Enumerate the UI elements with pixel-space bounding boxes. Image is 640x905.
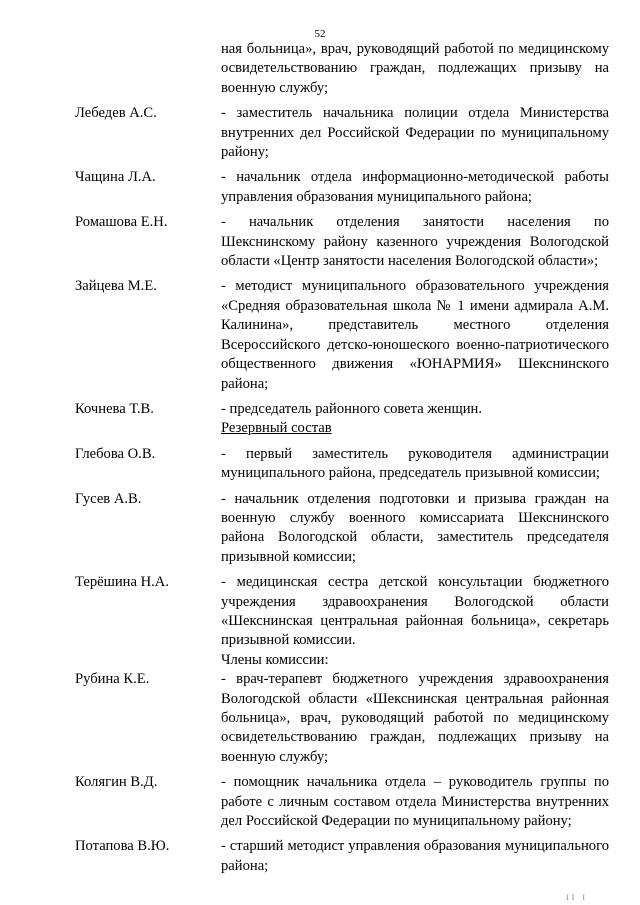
member-row bbox=[0, 104, 640, 162]
member-row bbox=[0, 40, 640, 98]
member-row bbox=[0, 670, 640, 767]
commission-members-list bbox=[0, 670, 640, 876]
member-name: Глебова О.В. bbox=[75, 445, 156, 462]
member-row bbox=[0, 445, 640, 484]
reserve-members-list bbox=[0, 445, 640, 651]
member-name: Зайцева М.Е. bbox=[75, 278, 157, 295]
member-name: Рубина К.Е. bbox=[75, 671, 150, 688]
member-row bbox=[0, 837, 640, 876]
member-description: - старший методист управления образования муниципального района; bbox=[221, 838, 609, 874]
member-description: - председатель районного совета женщин. bbox=[221, 400, 483, 417]
member-description: - заместитель начальника полиции отдела Министерства внутренних дел Российской Федерации по муниципальному району; bbox=[221, 105, 609, 161]
footer-mark: II I bbox=[566, 893, 588, 902]
member-name: Ромашова Е.Н. bbox=[75, 214, 168, 231]
member-row bbox=[0, 400, 640, 419]
member-description: - начальник отделения занятости населения по Шекснинскому району казенного учреждения Вологодской области «Центр занятости населения Вологодской области»; bbox=[221, 214, 609, 270]
main-members-list bbox=[0, 40, 640, 419]
member-description: - методист муниципального образовательного учреждения «Средняя образовательная школа № 1 имени адмирала А.М. Калинина», представитель местного отделения Всероссийского детско-юношеского военно-патриотического общественного движения «ЮНАРМИЯ» Шекснинского района; bbox=[221, 278, 609, 392]
member-row bbox=[0, 773, 640, 831]
member-description: - врач-терапевт бюджетного учреждения здравоохранения Вологодской области «Шекснинская центральная районная больница», врач, руководящий работой по медицинскому освидетельствованию граждан, подлежащих призыву на военную службу; bbox=[221, 671, 609, 765]
member-name: Чащина Л.А. bbox=[75, 169, 156, 186]
document-body bbox=[0, 40, 640, 876]
commission-heading: Члены комиссии: bbox=[221, 651, 329, 668]
member-row bbox=[0, 573, 640, 651]
member-description: - начальник отдела информационно-методической работы управления образования муниципального района; bbox=[221, 169, 609, 205]
member-name: Колягин В.Д. bbox=[75, 774, 158, 791]
reserve-heading: Резервный состав bbox=[221, 420, 332, 437]
member-row bbox=[0, 213, 640, 271]
member-name: Терёшина Н.А. bbox=[75, 574, 169, 591]
member-description: ная больница», врач, руководящий работой по медицинскому освидетельствованию граждан, подлежащих призыву на военную службу; bbox=[221, 41, 609, 96]
member-description: - первый заместитель руководителя администрации муниципального района, председатель призывной комиссии; bbox=[221, 445, 609, 482]
page-number: 52 bbox=[314, 28, 326, 40]
member-name: Лебедев А.С. bbox=[75, 105, 157, 122]
member-description: - медицинская сестра детской консультации бюджетного учреждения здравоохранения Вологодской области «Шекснинская центральная районная больница», секретарь призывной комиссии. bbox=[221, 574, 609, 649]
member-name: Потапова В.Ю. bbox=[75, 838, 170, 855]
member-row bbox=[0, 277, 640, 393]
member-description: - помощник начальника отдела – руководитель группы по работе с личным составом отдела Министерства внутренних дел Российской Федерации по муниципальному району; bbox=[221, 774, 609, 830]
member-row bbox=[0, 168, 640, 207]
member-description: - начальник отделения подготовки и призыва граждан на военную службу военного комиссариата Шекснинского района Вологодской области, заместитель председателя призывной комиссии; bbox=[221, 490, 609, 565]
member-name: Кочнева Т.В. bbox=[75, 400, 154, 417]
member-name: Гусев А.В. bbox=[75, 490, 142, 507]
member-name bbox=[0, 40, 221, 98]
member-row bbox=[0, 490, 640, 568]
